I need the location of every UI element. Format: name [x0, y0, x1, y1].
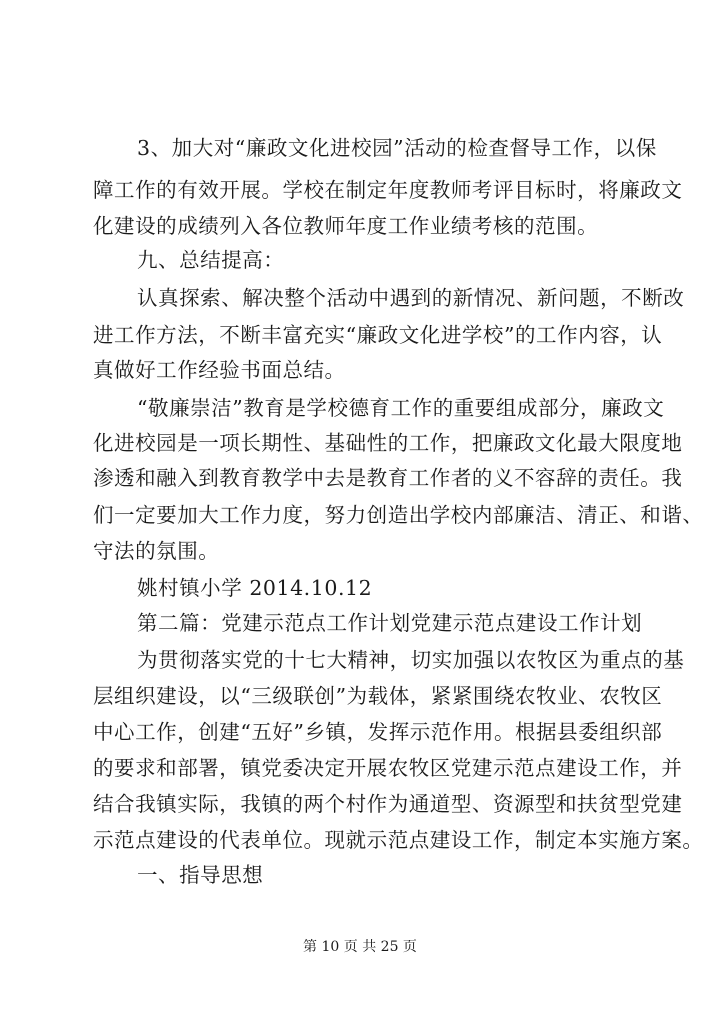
text-line: 渗透和融入到教育教学中去是教育工作者的义不容辞的责任。我	[93, 466, 683, 490]
text-line: 真做好工作经验书面总结。	[93, 358, 346, 382]
text-line: 3、加大对“廉政文化进校园”活动的检查督导工作，以保	[137, 136, 657, 160]
chapter-title: 第二篇：党建示范点工作计划党建示范点建设工作计划	[137, 611, 643, 635]
text-line: 的要求和部署，镇党委决定开展农牧区党建示范点建设工作，并	[93, 756, 683, 780]
text-line: 示范点建设的代表单位。现就示范点建设工作，制定本实施方案。	[93, 828, 704, 852]
text-line: 进工作方法，不断丰富充实“廉政文化进学校”的工作内容，认	[93, 323, 663, 347]
text-line: 化进校园是一项长期性、基础性的工作，把廉政文化最大限度地	[93, 431, 683, 455]
text-line: 层组织建设，以“三级联创”为载体，紧紧围绕农牧业、农牧区	[93, 684, 663, 708]
section-heading: 一、指导思想	[137, 863, 264, 887]
text-line: “敬廉崇洁”教育是学校德育工作的重要组成部分，廉政文	[137, 396, 665, 420]
text-line: 认真探索、解决整个活动中遇到的新情况、新问题，不断改	[137, 286, 685, 310]
text-line: 障工作的有效开展。学校在制定年度教师考评目标时，将廉政文	[93, 178, 683, 202]
text-line: 们一定要加大工作力度，努力创造出学校内部廉洁、清正、和谐、	[93, 503, 704, 527]
text-line: 化建设的成绩列入各位教师年度工作业绩考核的范围。	[93, 214, 599, 238]
section-heading: 九、总结提高：	[137, 248, 285, 272]
text-line: 为贯彻落实党的十七大精神，切实加强以农牧区为重点的基	[137, 648, 685, 672]
text-line: 守法的氛围。	[93, 539, 220, 563]
signature-date: 姚村镇小学 2014.10.12	[137, 576, 373, 600]
text-line: 中心工作，创建“五好”乡镇，发挥示范作用。根据县委组织部	[93, 720, 663, 744]
page-number-footer: 第 10 页 共 25 页	[303, 939, 417, 955]
text-line: 结合我镇实际，我镇的两个村作为通道型、资源型和扶贫型党建	[93, 792, 683, 816]
